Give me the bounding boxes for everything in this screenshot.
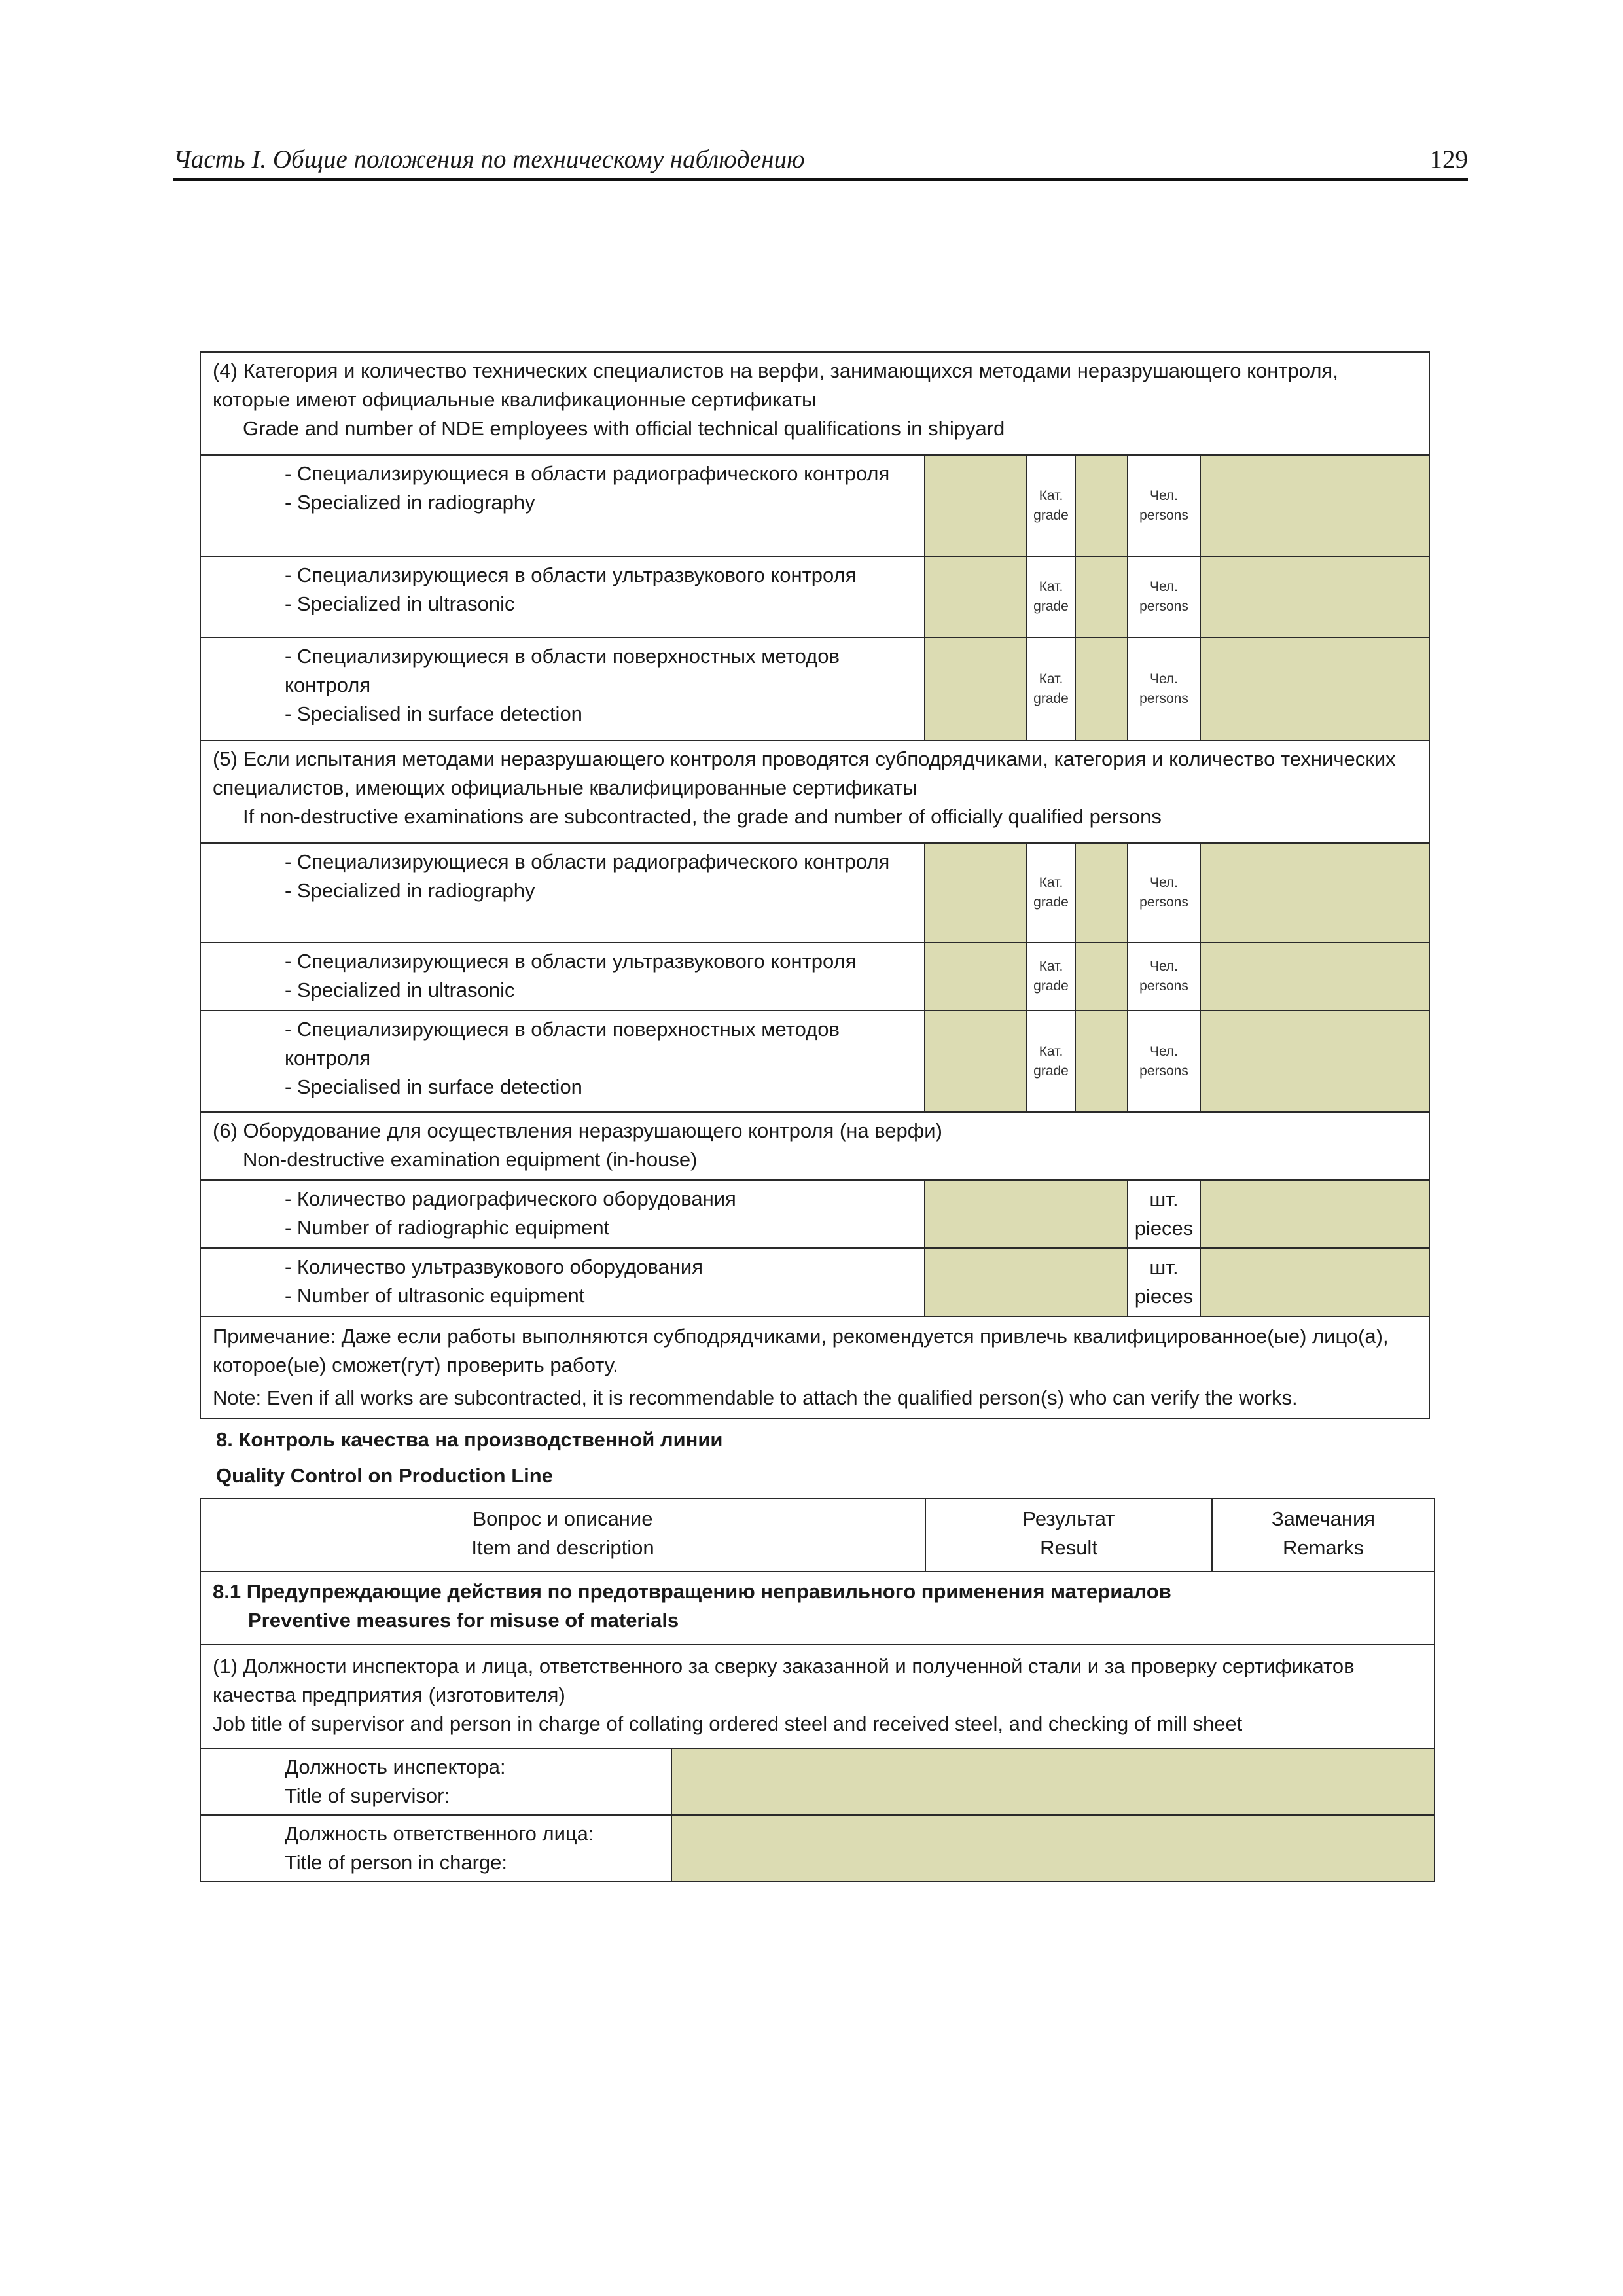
grade-label: Кат. grade (1027, 843, 1075, 942)
row-label: - Количество ультразвукового оборудования - Number of ultrasonic equipment (200, 1248, 925, 1316)
grade-input-cell[interactable] (1075, 843, 1128, 942)
persons-label: Чел. persons (1128, 1011, 1200, 1112)
row-label: - Специализирующиеся в области радиографического контроля - Specialized in radiography (200, 843, 925, 942)
persons-input-cell[interactable] (1200, 942, 1429, 1011)
grade-label: Кат. grade (1027, 637, 1075, 740)
table-header-row (200, 1499, 1435, 1571)
grade-input-cell[interactable] (1075, 637, 1128, 740)
grade-input-cell[interactable] (1075, 1011, 1128, 1112)
pieces-label: шт. pieces (1128, 1180, 1200, 1248)
row-label: - Количество радиографического оборудования - Number of radiographic equipment (200, 1180, 925, 1248)
persons-label: Чел. persons (1128, 843, 1200, 942)
section6-heading-ru: (6) Оборудование для осуществления неразрушающего контроля (на верфи) (213, 1119, 942, 1142)
table-row (200, 1011, 1429, 1112)
supervisor-title-field[interactable] (671, 1748, 1435, 1815)
subsection-8-1-heading: 8.1 Предупреждающие действия по предотвращению неправильного применения материалов Preventive measures for misuse of materials (200, 1571, 1435, 1645)
supervisor-title-label: Должность инспектора: Title of supervisor: (200, 1748, 671, 1815)
section8-title-en: Quality Control on Production Line (216, 1464, 553, 1487)
grade-input-cell[interactable] (1075, 942, 1128, 1011)
grade-input-cell[interactable] (1075, 556, 1128, 637)
column-header-result: Результат Result (925, 1499, 1212, 1571)
grade-label: Кат. grade (1027, 1011, 1075, 1112)
section5-heading (200, 740, 1429, 843)
persons-label: Чел. persons (1128, 455, 1200, 556)
input-cell[interactable] (925, 942, 1027, 1011)
row-label: - Специализирующиеся в области поверхностных методов контроля - Specialised in surface detection (200, 637, 925, 740)
persons-label: Чел. persons (1128, 637, 1200, 740)
table-row (200, 1180, 1429, 1248)
persons-input-cell[interactable] (1200, 556, 1429, 637)
input-cell[interactable] (925, 637, 1027, 740)
person-in-charge-label: Должность ответственного лица: Title of person in charge: (200, 1815, 671, 1882)
persons-input-cell[interactable] (1200, 1011, 1429, 1112)
grade-label: Кат. grade (1027, 942, 1075, 1011)
quantity-input-cell[interactable] (925, 1180, 1128, 1248)
remarks-input-cell[interactable] (1200, 1248, 1429, 1316)
note (200, 1316, 1429, 1418)
persons-label: Чел. persons (1128, 556, 1200, 637)
item-1-description: (1) Должности инспектора и лица, ответственного за сверку заказанной и полученной стали и за проверку сертификатов качества предприятия (изготовителя) Job title of supervisor and person in charge of collating ordered steel and received steel, and checking of mill sheet (200, 1645, 1435, 1748)
running-head-title: Часть I. Общие положения по техническому наблюдению (173, 145, 805, 173)
column-header-item: Вопрос и описание Item and description (200, 1499, 925, 1571)
page-number: 129 (1429, 145, 1468, 173)
header-rule (173, 178, 1468, 181)
section5-heading-en: If non-destructive examinations are subcontracted, the grade and number of officially qualified persons (243, 805, 1162, 828)
row-label: - Специализирующиеся в области ультразвукового контроля - Specialized in ultrasonic (200, 942, 925, 1011)
row-label: - Специализирующиеся в области радиографического контроля - Specialized in radiography (200, 455, 925, 556)
table-row (200, 1248, 1429, 1316)
input-cell[interactable] (925, 556, 1027, 637)
persons-input-cell[interactable] (1200, 455, 1429, 556)
section4-heading-ru: (4) Категория и количество технических специалистов на верфи, занимающихся методами неразрушающего контроля, которые имеют официальные квалификационные сертификаты (213, 359, 1338, 411)
table-row (200, 637, 1429, 740)
section4-heading (200, 352, 1429, 455)
input-cell[interactable] (925, 843, 1027, 942)
row-label: - Специализирующиеся в области поверхностных методов контроля - Specialised in surface detection (200, 1011, 925, 1112)
note-ru: Примечание: Даже если работы выполняются субподрядчиками, рекомендуется привлечь квалифицированное(ые) лицо(а), котороe(ые) сможет(гут) проверить работу. (213, 1325, 1389, 1376)
section5-heading-ru: (5) Если испытания методами неразрушающего контроля проводятся субподрядчиками, категория и количество технических специалистов, имеющих официальные квалифицированные сертификаты (213, 747, 1396, 799)
table-row (200, 455, 1429, 556)
input-cell[interactable] (925, 455, 1027, 556)
persons-input-cell[interactable] (1200, 843, 1429, 942)
running-head (173, 145, 1468, 179)
table-row (200, 1748, 1435, 1815)
column-header-remarks: Замечания Remarks (1212, 1499, 1435, 1571)
grade-label: Кат. grade (1027, 455, 1075, 556)
remarks-input-cell[interactable] (1200, 1180, 1429, 1248)
persons-label: Чел. persons (1128, 942, 1200, 1011)
persons-input-cell[interactable] (1200, 637, 1429, 740)
table-row (200, 556, 1429, 637)
row-label: - Специализирующиеся в области ультразвукового контроля - Specialized in ultrasonic (200, 556, 925, 637)
pieces-label: шт. pieces (1128, 1248, 1200, 1316)
section8-title-ru: 8. Контроль качества на производственной линии (216, 1428, 723, 1451)
table-row (200, 1815, 1435, 1882)
note-en: Note: Even if all works are subcontracted, it is recommendable to attach the qualified person(s) who can verify the works. (213, 1386, 1298, 1409)
grade-label: Кат. grade (1027, 556, 1075, 637)
section4-heading-en: Grade and number of NDE employees with official technical qualifications in shipyard (243, 417, 1005, 440)
table-row (200, 942, 1429, 1011)
section6-heading-en: Non-destructive examination equipment (in-house) (243, 1148, 698, 1171)
grade-input-cell[interactable] (1075, 455, 1128, 556)
nde-table (200, 351, 1430, 1419)
quality-control-table (200, 1498, 1435, 1882)
person-in-charge-field[interactable] (671, 1815, 1435, 1882)
quantity-input-cell[interactable] (925, 1248, 1128, 1316)
input-cell[interactable] (925, 1011, 1027, 1112)
table-row (200, 843, 1429, 942)
section6-heading (200, 1112, 1429, 1180)
